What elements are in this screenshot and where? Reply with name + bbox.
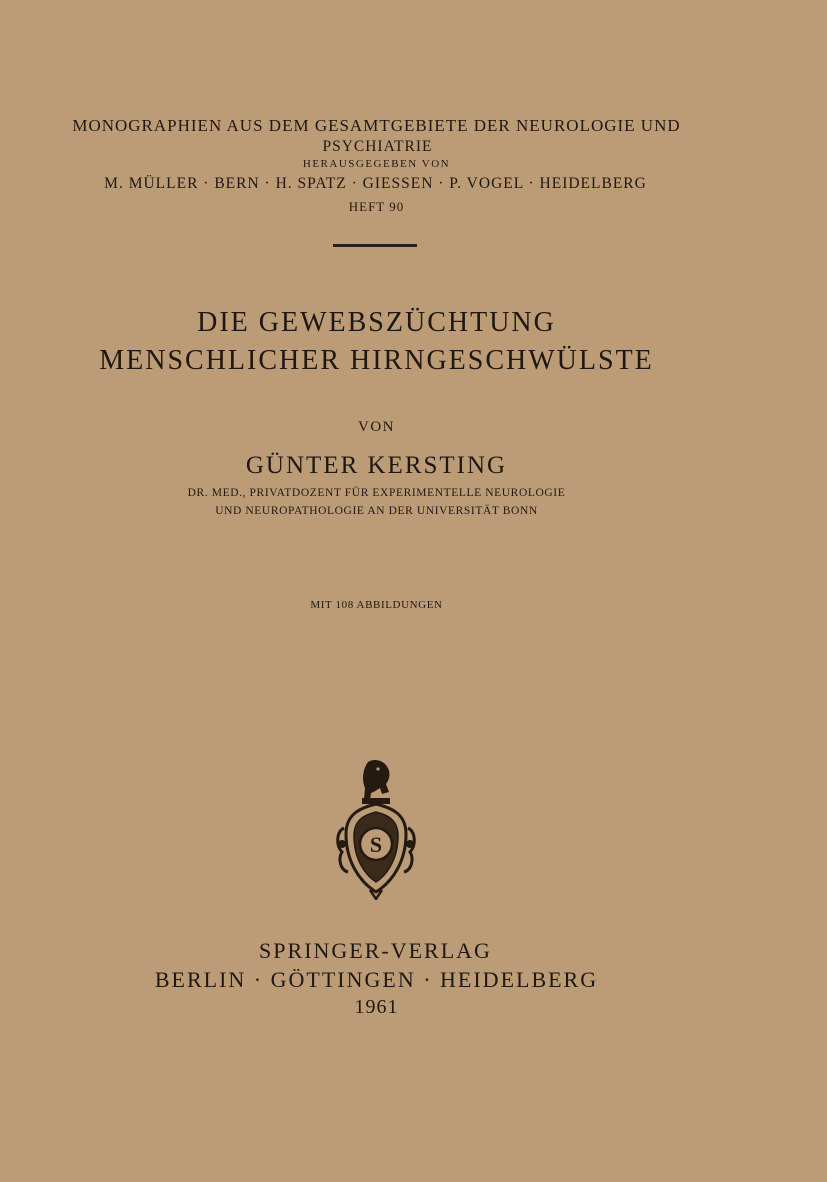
book-title-line-2: MENSCHLICHER HIRNGESCHWÜLSTE: [99, 345, 654, 376]
springer-horse-logo-icon: [334, 758, 418, 900]
figures-note: MIT 108 ABBILDUNGEN: [310, 599, 443, 611]
editors-label: HERAUSGEGEBEN VON: [302, 158, 451, 170]
volume-number: HEFT 90: [348, 199, 405, 214]
publication-year: 1961: [354, 996, 399, 1018]
book-title-line-1: DIE GEWEBSZÜCHTUNG: [197, 307, 556, 338]
by-label: VON: [358, 419, 395, 435]
publisher-cities: BERLIN · GÖTTINGEN · HEIDELBERG: [154, 967, 599, 992]
editors: M. MÜLLER · BERN · H. SPATZ · GIESSEN · P. VOGEL · HEIDELBERG: [104, 175, 647, 192]
author-credentials-line-1: DR. MED., PRIVATDOZENT FÜR EXPERIMENTELLE NEUROLOGIE: [187, 487, 566, 499]
author-name: GÜNTER KERSTING: [245, 452, 508, 479]
publisher-name: SPRINGER-VERLAG: [259, 938, 492, 963]
svg-text:S: S: [369, 832, 383, 857]
series-title-line-1: MONOGRAPHIEN AUS DEM GESAMTGEBIETE DER NEUROLOGIE UND: [72, 116, 681, 135]
divider-rule: [333, 244, 417, 247]
series-title-line-2: PSYCHIATRIE: [322, 138, 433, 155]
author-credentials-line-2: UND NEUROPATHOLOGIE AN DER UNIVERSITÄT BONN: [215, 505, 538, 517]
